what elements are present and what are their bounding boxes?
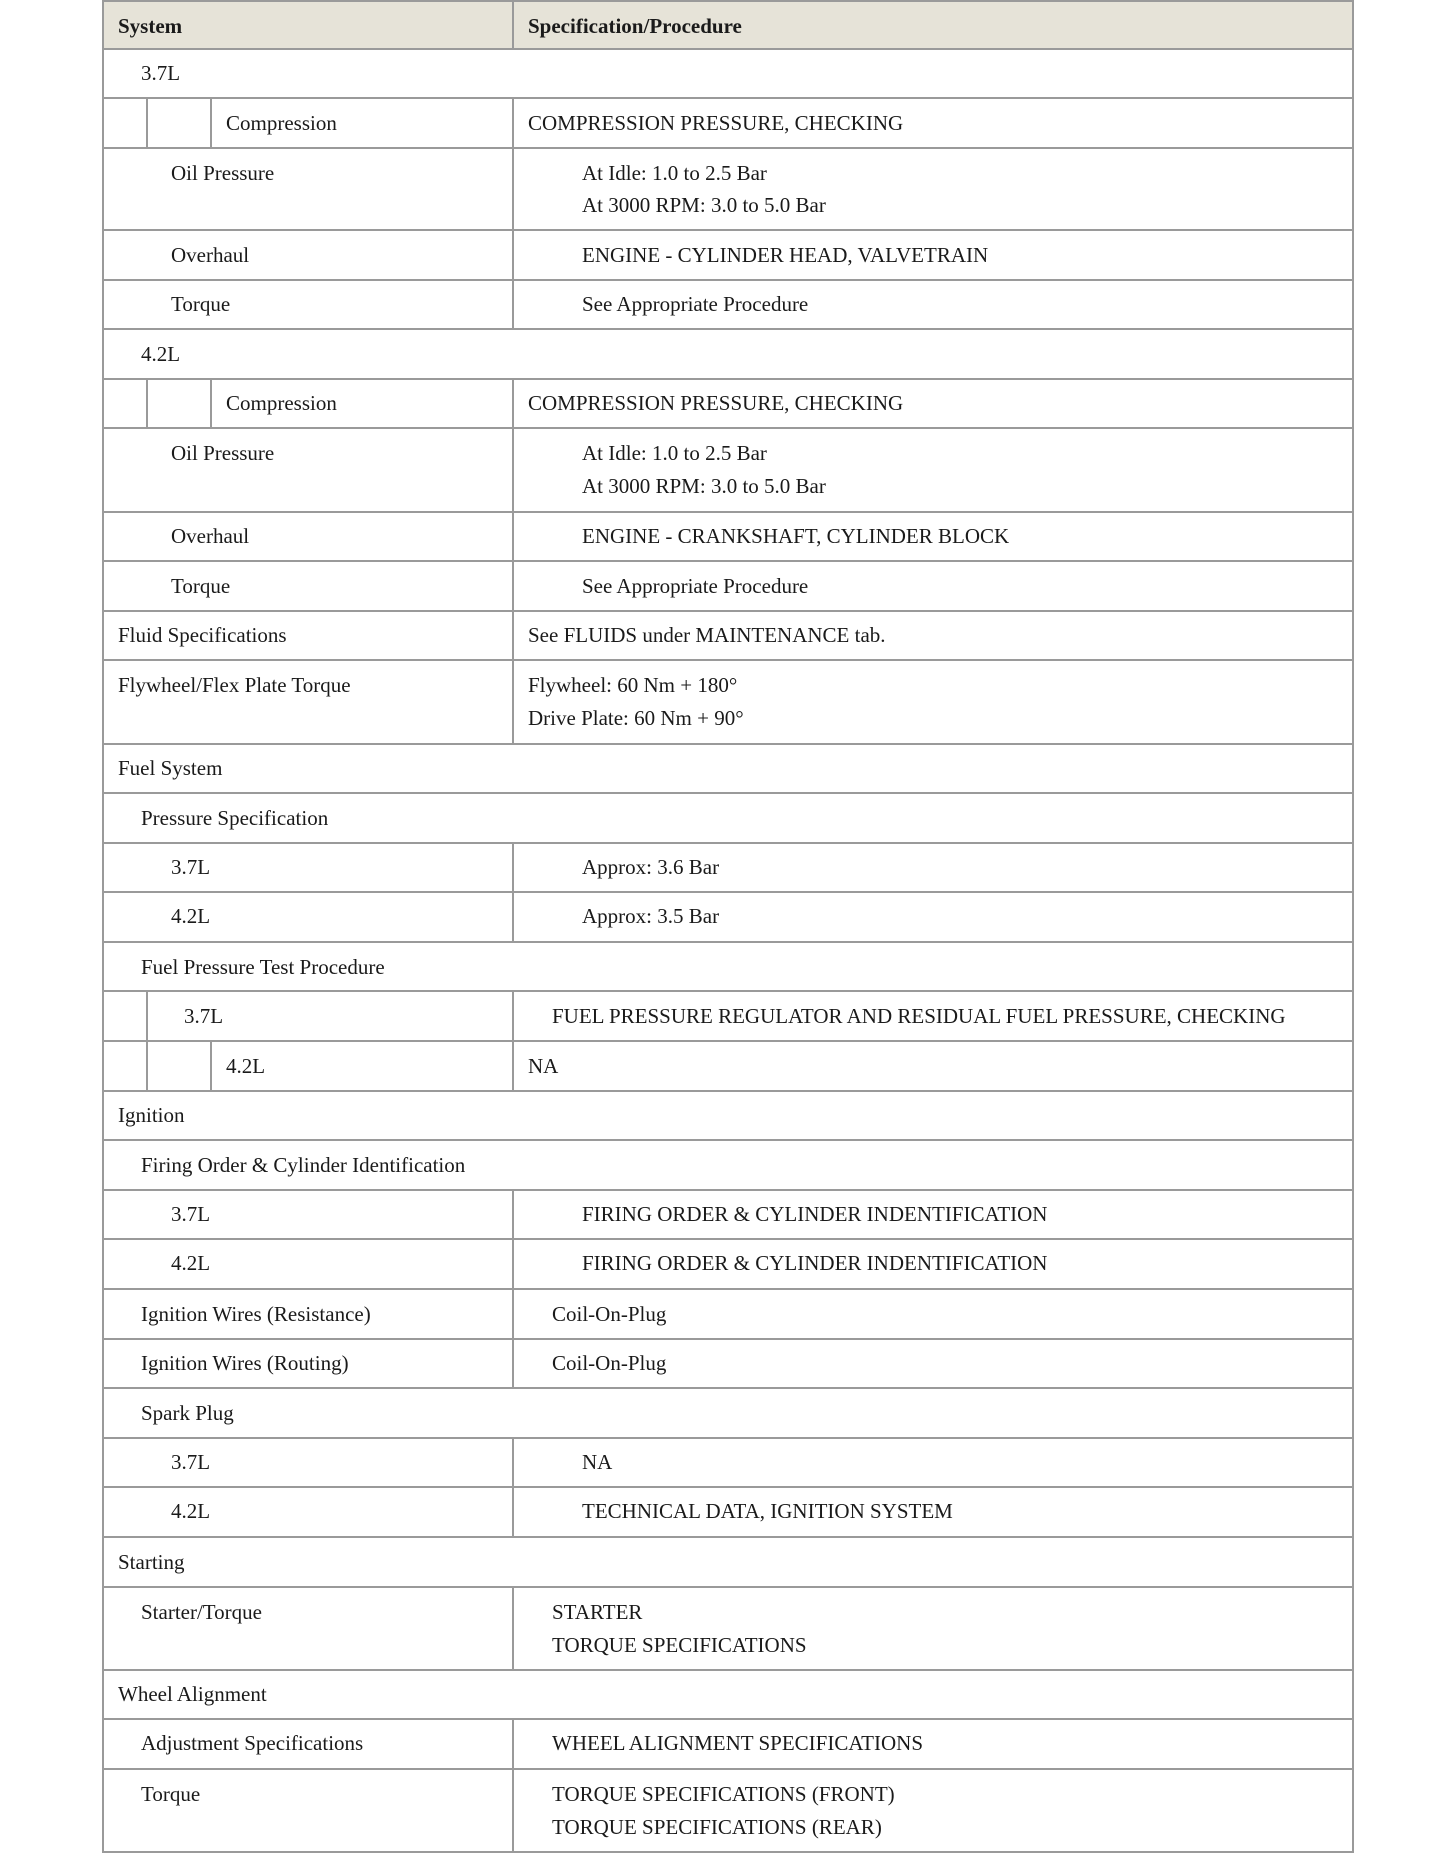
spec-link[interactable]: FIRING ORDER & CYLINDER INDENTIFICATION: [582, 1251, 1048, 1275]
system-cell: [104, 380, 514, 427]
column-divider: [210, 1042, 212, 1090]
system-cell: [104, 844, 514, 891]
table-row: [102, 99, 1354, 149]
table-row: [102, 1191, 1354, 1240]
system-label: Oil Pressure: [171, 441, 275, 465]
table-row: [102, 1488, 1354, 1538]
system-cell: [104, 562, 514, 610]
spec-cell: [514, 1439, 1352, 1486]
table-row: [102, 1671, 1354, 1720]
spec-link[interactable]: TECHNICAL DATA, IGNITION SYSTEM: [582, 1499, 953, 1523]
section-label: Fuel Pressure Test Procedure: [141, 955, 385, 979]
spec-link[interactable]: ENGINE - CRANKSHAFT, CYLINDER BLOCK: [582, 524, 1010, 548]
system-cell: [104, 231, 514, 279]
table-row: [102, 612, 1354, 661]
system-cell: [104, 1720, 514, 1768]
table-row: [102, 1141, 1354, 1191]
table-row: [102, 562, 1354, 612]
column-divider: [146, 99, 148, 147]
spec-cell: [514, 231, 1352, 279]
header-spec-cell: [514, 2, 1352, 48]
spec-link[interactable]: FUEL PRESSURE REGULATOR AND RESIDUAL FUEL PRESSURE, CHECKING: [552, 1004, 1286, 1028]
section-label: Pressure Specification: [141, 806, 329, 830]
system-cell: [104, 1240, 514, 1288]
section-label: Spark Plug: [141, 1401, 234, 1425]
table-row: [102, 1042, 1354, 1092]
table-row: [102, 794, 1354, 844]
system-cell: [104, 149, 514, 229]
table-row: [102, 50, 1354, 99]
column-divider: [210, 380, 212, 427]
table-row: [102, 231, 1354, 281]
table-row: [102, 1240, 1354, 1290]
system-label: Compression: [226, 391, 337, 415]
spec-link[interactable]: TORQUE SPECIFICATIONS (REAR): [552, 1815, 882, 1839]
table-row: [102, 1538, 1354, 1588]
column-divider: [146, 1042, 148, 1090]
table-header-row: [102, 0, 1354, 50]
section-label: Firing Order & Cylinder Identification: [141, 1153, 466, 1177]
system-cell: [104, 429, 514, 511]
spec-cell: [514, 612, 1352, 659]
spec-cell: [514, 1588, 1352, 1669]
section-label: Ignition: [118, 1103, 185, 1127]
table-row: [102, 992, 1354, 1042]
spec-cell: [514, 380, 1352, 427]
spec-cell: [514, 429, 1352, 511]
spec-cell: [514, 992, 1352, 1040]
table-row: [102, 1439, 1354, 1488]
system-label: Adjustment Specifications: [141, 1731, 364, 1755]
spec-text: Coil-On-Plug: [552, 1302, 667, 1326]
system-label: 4.2L: [171, 904, 211, 928]
table-row: [102, 380, 1354, 429]
section-label: Starting: [118, 1550, 185, 1574]
system-label: Overhaul: [171, 243, 250, 267]
table-row: [102, 281, 1354, 330]
system-cell: [104, 893, 514, 941]
spec-cell: [514, 661, 1352, 743]
column-divider: [146, 380, 148, 427]
spec-text: See Appropriate Procedure: [582, 574, 809, 598]
system-label: Torque: [171, 292, 231, 316]
spec-text: See Appropriate Procedure: [582, 292, 809, 316]
spec-link[interactable]: TORQUE SPECIFICATIONS (FRONT): [552, 1782, 895, 1806]
spec-link[interactable]: COMPRESSION PRESSURE, CHECKING: [528, 391, 904, 415]
system-label: Ignition Wires (Routing): [141, 1351, 349, 1375]
system-label: Starter/Torque: [141, 1600, 262, 1624]
table-row: [102, 1770, 1354, 1853]
spec-text: At Idle: 1.0 to 2.5 Bar: [582, 161, 767, 185]
system-cell: [104, 661, 514, 743]
column-divider: [146, 992, 148, 1040]
table-row: [102, 1720, 1354, 1770]
spec-cell: [514, 1770, 1352, 1851]
system-label: 3.7L: [171, 1450, 211, 1474]
system-label: Ignition Wires (Resistance): [141, 1302, 371, 1326]
table-row: [102, 429, 1354, 513]
system-cell: [104, 1770, 514, 1851]
spec-cell: [514, 844, 1352, 891]
spec-cell: [514, 893, 1352, 941]
spec-cell: [514, 562, 1352, 610]
section-label: Wheel Alignment: [118, 1682, 267, 1706]
spec-text: Flywheel: 60 Nm + 180°: [528, 673, 738, 697]
spec-cell: [514, 149, 1352, 229]
section-label: 4.2L: [141, 342, 181, 366]
header-spec: Specification/Procedure: [528, 14, 742, 38]
system-cell: [104, 992, 514, 1040]
spec-text: At 3000 RPM: 3.0 to 5.0 Bar: [582, 474, 826, 498]
table-row: [102, 149, 1354, 231]
system-label: 4.2L: [226, 1054, 266, 1078]
spec-table: [102, 0, 1354, 1853]
system-cell: [104, 1340, 514, 1387]
system-label: 3.7L: [171, 1202, 211, 1226]
table-row: [102, 1588, 1354, 1671]
spec-text: Drive Plate: 60 Nm + 90°: [528, 706, 744, 730]
system-cell: [104, 1488, 514, 1536]
table-row: [102, 844, 1354, 893]
section-label: 3.7L: [141, 61, 181, 85]
spec-text: Coil-On-Plug: [552, 1351, 667, 1375]
spec-text: See FLUIDS under MAINTENANCE tab.: [528, 623, 886, 647]
spec-link[interactable]: STARTER: [552, 1600, 643, 1624]
spec-cell: [514, 99, 1352, 147]
spec-cell: [514, 1042, 1352, 1090]
system-cell: [104, 1191, 514, 1238]
spec-cell: [514, 1720, 1352, 1768]
system-cell: [104, 99, 514, 147]
spec-text: At 3000 RPM: 3.0 to 5.0 Bar: [582, 193, 826, 217]
spec-link[interactable]: TORQUE SPECIFICATIONS: [552, 1633, 807, 1657]
system-label: Oil Pressure: [171, 161, 275, 185]
spec-cell: [514, 513, 1352, 560]
spec-link[interactable]: COMPRESSION PRESSURE, CHECKING: [528, 111, 904, 135]
spec-cell: [514, 1290, 1352, 1338]
system-label: 4.2L: [171, 1251, 211, 1275]
system-cell: [104, 1588, 514, 1669]
system-cell: [104, 1290, 514, 1338]
table-row: [102, 1389, 1354, 1439]
spec-cell: [514, 1488, 1352, 1536]
table-row: [102, 1340, 1354, 1389]
system-cell: [104, 612, 514, 659]
system-cell: [104, 281, 514, 328]
system-label: Compression: [226, 111, 337, 135]
system-label: 4.2L: [171, 1499, 211, 1523]
spec-link[interactable]: WHEEL ALIGNMENT SPECIFICATIONS: [552, 1731, 923, 1755]
spec-link[interactable]: FIRING ORDER & CYLINDER INDENTIFICATION: [582, 1202, 1048, 1226]
spec-text: Approx: 3.6 Bar: [582, 855, 720, 879]
spec-cell: [514, 281, 1352, 328]
column-divider: [210, 99, 212, 147]
header-system-cell: [104, 2, 514, 48]
spec-text: NA: [582, 1450, 613, 1474]
system-label: Fluid Specifications: [118, 623, 287, 647]
table-row: [102, 943, 1354, 992]
table-row: [102, 745, 1354, 794]
system-label: Overhaul: [171, 524, 250, 548]
table-row: [102, 893, 1354, 943]
system-label: 3.7L: [171, 855, 211, 879]
header-system: System: [118, 14, 183, 38]
system-cell: [104, 513, 514, 560]
spec-cell: [514, 1191, 1352, 1238]
system-label: Flywheel/Flex Plate Torque: [118, 673, 351, 697]
system-cell: [104, 1042, 514, 1090]
system-label: Torque: [141, 1782, 201, 1806]
table-row: [102, 513, 1354, 562]
section-label: Fuel System: [118, 756, 223, 780]
table-row: [102, 1290, 1354, 1340]
spec-link[interactable]: ENGINE - CYLINDER HEAD, VALVETRAIN: [582, 243, 989, 267]
system-label: 3.7L: [184, 1004, 224, 1028]
spec-text: At Idle: 1.0 to 2.5 Bar: [582, 441, 767, 465]
table-row: [102, 661, 1354, 745]
system-cell: [104, 1439, 514, 1486]
spec-cell: [514, 1340, 1352, 1387]
table-row: [102, 330, 1354, 380]
system-label: Torque: [171, 574, 231, 598]
spec-cell: [514, 1240, 1352, 1288]
spec-text: Approx: 3.5 Bar: [582, 904, 720, 928]
spec-text: NA: [528, 1054, 559, 1078]
table-row: [102, 1092, 1354, 1141]
